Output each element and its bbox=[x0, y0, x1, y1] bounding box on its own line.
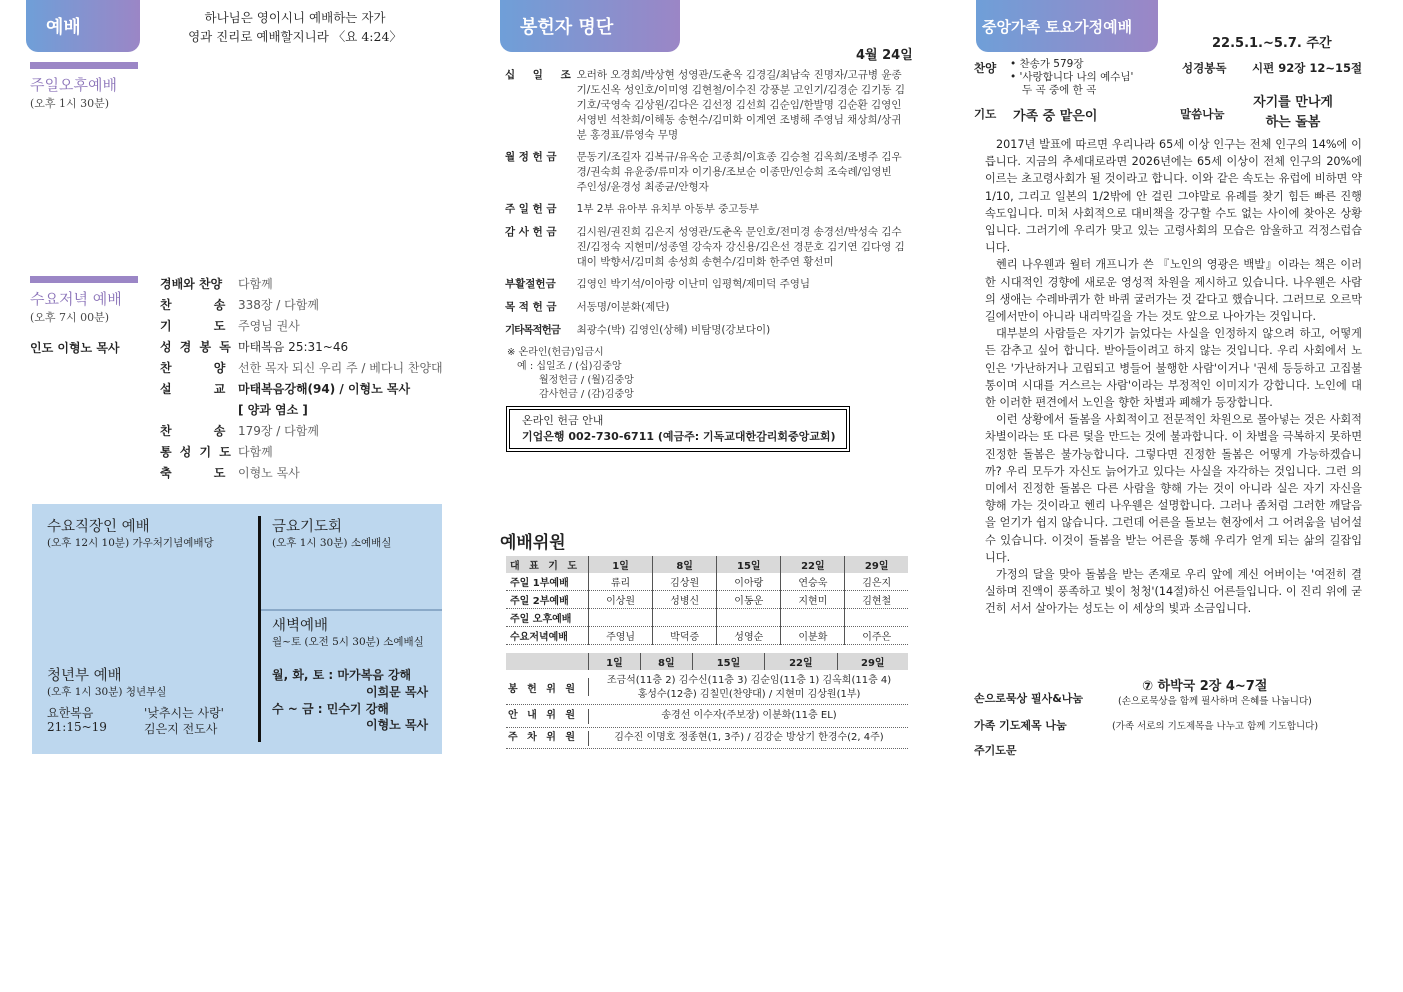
paragraph: 가정의 달을 맞아 돌봄을 받는 존재로 우리 앞에 계신 어버이는 '여전히 결실하며 진액이 풍족하고 빛이 청청'(14절)하신 어른들입니다. 이 진리 위에 굳건히 서서 살아가는 성도는 이 세상의 빛과 소금입니다. bbox=[985, 568, 1362, 616]
hymn-list bbox=[1010, 58, 1133, 97]
offering-names-2: 홍성수(12층) 김칠민(찬양대) / 지현미 김상원(1부) bbox=[637, 689, 861, 700]
scripture-label: 성경봉독 bbox=[1182, 61, 1227, 75]
donation-label: 부활절헌금 bbox=[505, 278, 556, 290]
dawn-line-2-preacher: 이형노 목사 bbox=[366, 718, 429, 732]
order-label: 설 교 bbox=[160, 382, 226, 396]
committee-table bbox=[506, 556, 908, 645]
order-value: 다함께 bbox=[238, 445, 273, 459]
order-row bbox=[160, 274, 273, 294]
message-label: 말씀나눔 bbox=[1180, 107, 1225, 121]
order-value: 선한 목자 되신 우리 주 / 베다니 찬양대 bbox=[238, 361, 443, 375]
online-giving-account: 기업은행 002-730-6711 (예금주: 기독교대한감리회중앙교회) bbox=[522, 430, 836, 443]
usher-sep bbox=[588, 709, 589, 724]
order-row bbox=[160, 316, 300, 336]
divider-bar bbox=[30, 276, 138, 283]
table-cell bbox=[781, 609, 845, 627]
donors-tab-label: 봉헌자 명단 bbox=[520, 17, 614, 38]
paragraph: 2017년 발표에 따르면 우리나라 65세 이상 인구는 전체 인구의 14%에 이릅니다. 지금의 추세대로라면 2026년에는 65세 이상이 전체 인구의 20%에 이르는 초고령사회가 될 것이라고 합니다. 이와 같은 속도는 유럽에 비하면 약 1/10, 그리고 일본의 1/2밖에 안 걸린 그야말로 유례를 찾기 힘든 빠른 진행 속도입니다. 미처 사회적으로 대비책을 강구할 수도 없는 사이에 찾아온 상황입니다. 그러기에 우리가 맞고 있는 고령사회의 모습은 암울하고 걱정스럽습니다. bbox=[985, 138, 1362, 255]
order-label: 통 성 기 도 bbox=[160, 445, 231, 459]
order-row bbox=[160, 400, 308, 420]
donation-names: 오러하 오경희/박상현 성영관/도춘옥 김경길/최남숙 진명자/고규병 윤종기/도신옥 성인호/이미영 김현철/이수진 강풍분 고인기/김경순 김기동 김기호/국영숙 김상원/김다은 김선정 김선희 김순임/한발명 김순환 김영인 서영빈 석찬희/이해동 송현수/김미화 이계연 조병해 주영님 채상희/상귀분 홍경표/류영숙 무명 bbox=[576, 69, 905, 141]
table-cell: 이주은 bbox=[845, 627, 908, 645]
order-label: 찬 양 bbox=[160, 361, 226, 375]
donation-names: 1부 2부 유아부 유치부 아동부 중고등부 bbox=[576, 203, 759, 215]
lords-prayer: 주기도문 bbox=[974, 744, 1017, 757]
youth-title: 청년부 예배 bbox=[47, 668, 122, 684]
parking-committee bbox=[506, 728, 908, 749]
youth-sermon: '낮추시는 사랑' bbox=[144, 706, 224, 720]
online-giving-inner bbox=[509, 409, 847, 449]
order-row bbox=[160, 358, 443, 378]
donation-row bbox=[505, 277, 905, 292]
prayer-value: 가족 중 맡은이 bbox=[1013, 109, 1098, 124]
hymn-text: 찬송가 579장 bbox=[1019, 58, 1084, 70]
table-cell: 박덕증 bbox=[653, 627, 717, 645]
date-header: 29일 bbox=[837, 653, 908, 670]
online-note-line: ※ 온라인(헌금)입금시 bbox=[507, 347, 604, 358]
donors-date: 4월 24일 bbox=[856, 48, 913, 63]
order-label: 찬 송 bbox=[160, 298, 226, 312]
hymn-label: 찬양 bbox=[974, 61, 997, 75]
donation-row bbox=[505, 68, 905, 143]
family-worship-tab-label: 중앙가족 토요가정예배 bbox=[982, 17, 1133, 36]
prayer-label: 기도 bbox=[974, 107, 997, 121]
table-cell: 김현철 bbox=[845, 591, 908, 609]
table-cell bbox=[717, 609, 781, 627]
row-label: 주일 오후예배 bbox=[506, 609, 589, 627]
order-row bbox=[160, 295, 319, 315]
donation-list bbox=[505, 68, 910, 348]
table-cell bbox=[589, 609, 653, 627]
date-header: 22일 bbox=[781, 556, 845, 573]
friday-time: (오후 1시 30분) 소예배실 bbox=[272, 537, 392, 549]
hymn-item: 두 곡 중에 한 곡 bbox=[1022, 84, 1097, 96]
donation-label: 기타목적헌금 bbox=[505, 324, 560, 336]
family-prayer-note: (가족 서로의 기도제목을 나누고 함께 기도합니다) bbox=[1112, 721, 1319, 732]
committee-title: 예배위원 bbox=[500, 533, 566, 553]
table-header-row bbox=[506, 556, 908, 573]
table-header-row bbox=[506, 653, 908, 670]
dawn-line-1-preacher: 이희문 목사 bbox=[366, 685, 429, 699]
table-cell: 류리 bbox=[589, 573, 653, 591]
table-cell: 이분화 bbox=[781, 627, 845, 645]
online-note-line: 감사헌금 / (감)김중앙 bbox=[539, 389, 634, 400]
donation-label: 주 일 헌 금 bbox=[505, 203, 557, 215]
box-hline bbox=[261, 609, 442, 611]
order-row bbox=[160, 442, 273, 462]
donation-names: 김영인 박기석/이아랑 이난미 임평혁/제미덕 주영님 bbox=[576, 278, 811, 290]
order-label: 성 경 봉 독 bbox=[160, 340, 231, 354]
paragraph: 헨리 나우웬과 월터 개프니가 쓴 『노인의 영광은 백발』이라는 책은 이러한 시대적인 경향에 새로운 영성적 차원을 제시하고 있습니다. 나우웬은 사람의 생애는 수레바퀴가 한 바퀴 굴러가는 것 같다고 했습니다. 그러므로 오르막길에서만이 아니라 내리막길을 가는 것도 앞으로 나아가는 것입니다. bbox=[985, 258, 1362, 324]
donation-row bbox=[505, 300, 905, 315]
donation-names: 문동기/조길자 김복규/유옥순 고종희/이효종 김승철 김옥희/조병주 김우경/권숙희 유윤중/류미자 이기용/조보순 이종만/인승희 조숙례/임영빈 주인성/윤경성 최종균/안형자 bbox=[576, 151, 902, 193]
offering-names-1: 조금석(11층 2) 김수신(11층 3) 김순임(11층 1) 김옥희(11층 4) bbox=[606, 675, 892, 686]
committee-table-2 bbox=[506, 653, 908, 670]
date-header: 8일 bbox=[640, 653, 692, 670]
donation-label: 목 적 헌 금 bbox=[505, 301, 557, 313]
worker-title: 수요직장인 예배 bbox=[47, 519, 150, 535]
week-period: 22.5.1.~5.7. 주간 bbox=[1212, 36, 1332, 51]
hymn-text: '사랑합니다 나의 예수님' bbox=[1019, 71, 1134, 83]
usher-label: 안 내 위 원 bbox=[508, 710, 576, 721]
table-cell: 주영님 bbox=[589, 627, 653, 645]
message-title bbox=[1248, 93, 1338, 133]
table-row bbox=[506, 591, 908, 609]
box-divider bbox=[258, 516, 261, 742]
youth-ref-verse: 21:15~19 bbox=[47, 720, 107, 734]
friday-title: 금요기도회 bbox=[272, 519, 343, 535]
online-note-line: 예 : 십일조 / (십)김중앙 bbox=[517, 361, 622, 372]
table-cell: 김은지 bbox=[845, 573, 908, 591]
message-title-line: 자기를 만나게 bbox=[1253, 95, 1333, 110]
donation-label: 월 정 헌 금 bbox=[505, 151, 557, 163]
order-row bbox=[160, 337, 348, 357]
donation-names: 김시원/권진희 김은지 성영관/도춘옥 문인호/전미경 송경선/박성숙 김수진/김정숙 지현미/성종열 강숙자 강신용/김은선 경문호 김기연 김다영 김대이 박향서/김미희 송성희 송현수/김미화 한주연 황선미 bbox=[576, 226, 905, 268]
table-header-label bbox=[506, 653, 589, 670]
table-cell: 김상원 bbox=[653, 573, 717, 591]
date-header: 22일 bbox=[765, 653, 837, 670]
online-giving-title: 온라인 헌금 안내 bbox=[522, 414, 604, 427]
wed-evening-title: 수요저녁 예배 bbox=[30, 290, 122, 308]
offering-committee bbox=[506, 672, 908, 705]
donation-row bbox=[505, 202, 905, 217]
table-cell: 연승욱 bbox=[781, 573, 845, 591]
divider-bar bbox=[30, 62, 138, 69]
wed-leader: 인도 이형노 목사 bbox=[30, 341, 120, 355]
table-row bbox=[506, 609, 908, 627]
verse-line-1: 하나님은 영이시니 예배하는 자가 bbox=[204, 10, 386, 25]
date-header: 15일 bbox=[717, 556, 781, 573]
offering-label: 봉 헌 위 원 bbox=[508, 684, 576, 695]
verse-line-2: 영과 진리로 예배할지니라 〈요 4:24〉 bbox=[188, 29, 402, 44]
hymn-item: • '사랑합니다 나의 예수님' bbox=[1010, 71, 1134, 83]
table-cell bbox=[845, 609, 908, 627]
worker-time: (오후 12시 10분) 가우처기념예배당 bbox=[47, 537, 214, 549]
header-verse bbox=[170, 8, 420, 46]
table-header-label: 대 표 기 도 bbox=[506, 556, 589, 573]
row-label: 주일 1부예배 bbox=[506, 573, 589, 591]
order-label: 기 도 bbox=[160, 319, 226, 333]
silent-note: (손으로묵상을 함께 필사하며 은혜를 나눕니다) bbox=[1118, 696, 1312, 707]
order-label: 경배와 찬양 bbox=[160, 277, 223, 291]
table-cell bbox=[653, 609, 717, 627]
date-header: 1일 bbox=[589, 653, 641, 670]
usher-committee bbox=[506, 706, 908, 728]
order-value: 마태복음강해(94) / 이형노 목사 bbox=[238, 382, 411, 396]
parking-sep bbox=[588, 731, 589, 746]
date-header: 29일 bbox=[845, 556, 908, 573]
online-note bbox=[507, 346, 634, 402]
dawn-time: 월~토 (오전 5시 30분) 소예배실 bbox=[272, 636, 424, 648]
family-worship-tab bbox=[976, 0, 1158, 52]
usher-names: 송경선 이수자(주보장) 이분화(11층 EL) bbox=[661, 710, 837, 721]
donation-names: 최광수(박) 김영인(상해) 비탐명(강보다이) bbox=[576, 324, 771, 336]
order-label: 축 도 bbox=[160, 466, 226, 480]
parking-label: 주 차 위 원 bbox=[508, 732, 576, 743]
online-note-line: 월정헌금 / (월)김중앙 bbox=[539, 375, 634, 386]
sunday-pm-title: 주일오후예배 bbox=[30, 76, 117, 94]
worship-tab-label: 예배 bbox=[46, 17, 81, 38]
worship-order bbox=[160, 274, 460, 484]
services-box bbox=[32, 504, 442, 754]
donation-row bbox=[505, 225, 905, 270]
sunday-pm-time: (오후 1시 30분) bbox=[30, 97, 110, 110]
order-value: 179장 / 다함께 bbox=[238, 424, 319, 438]
row-label: 수요저녁예배 bbox=[506, 627, 589, 645]
order-label bbox=[160, 400, 238, 420]
wed-evening-time: (오후 7시 00분) bbox=[30, 311, 110, 324]
order-value: 다함께 bbox=[238, 277, 273, 291]
youth-time: (오후 1시 30분) 청년부실 bbox=[47, 686, 167, 698]
order-row bbox=[160, 421, 319, 441]
online-giving-box bbox=[506, 406, 850, 452]
dawn-title: 새벽예배 bbox=[272, 618, 329, 634]
silent-label: 손으로묵상 필사&나눔 bbox=[974, 692, 1084, 705]
table-cell: 성영순 bbox=[717, 627, 781, 645]
worship-tab bbox=[26, 0, 140, 52]
donation-label: 십 일 조 bbox=[505, 69, 571, 81]
youth-ref: 요한복음 bbox=[47, 706, 94, 720]
order-row bbox=[160, 463, 300, 483]
order-label: 찬 송 bbox=[160, 424, 226, 438]
hymn-item: • 찬송가 579장 bbox=[1010, 58, 1084, 70]
table-cell: 지현미 bbox=[781, 591, 845, 609]
order-value: 338장 / 다함께 bbox=[238, 298, 319, 312]
order-value: 마태복음 25:31~46 bbox=[238, 340, 349, 354]
donation-names: 서동명/이분화(제단) bbox=[576, 301, 670, 313]
donation-label: 감 사 헌 금 bbox=[505, 226, 557, 238]
order-value: 이형노 목사 bbox=[238, 466, 300, 480]
date-header: 1일 bbox=[589, 556, 653, 573]
order-row bbox=[160, 379, 410, 399]
dawn-line-2: 수 ~ 금 : 민수기 강해 bbox=[272, 702, 389, 716]
donation-row bbox=[505, 323, 905, 338]
message-title-line: 하는 돌봄 bbox=[1265, 115, 1321, 130]
table-cell: 성병신 bbox=[653, 591, 717, 609]
table-row bbox=[506, 573, 908, 591]
paragraph: 대부분의 사람들은 자기가 늙었다는 사실을 인정하지 않으려 하고, 어떻게든 감추고 싶어 합니다. 받아들이려고 하지 않는 것입니다. 우리 사회에서 노인은 '가난하거나 고립되고 병들어 불행한 사람'이거나 '권세 등등하고 고집불통이며 시대를 거스르는 사람'이라는 부정적인 이미지가 강합니다. 노인에 대한 이러한 편견에서 노인을 향한 차별과 폐해가 등장합니다. bbox=[985, 327, 1362, 410]
table-row bbox=[506, 627, 908, 645]
devotional-text bbox=[985, 136, 1362, 618]
family-prayer-label: 가족 기도제목 나눔 bbox=[974, 719, 1067, 732]
order-value: 주영님 권사 bbox=[238, 319, 300, 333]
parking-names: 김수진 이명호 정종현(1, 3주) / 김강순 방상기 한경수(2, 4주) bbox=[614, 732, 884, 743]
table-cell: 이상원 bbox=[589, 591, 653, 609]
dawn-line-1: 월, 화, 토 : 마가복음 강해 bbox=[272, 668, 412, 682]
silent-verse: ⑦ 하박국 2장 4~7절 bbox=[1142, 679, 1268, 694]
table-cell: 이동운 bbox=[717, 591, 781, 609]
row-label: 주일 2부예배 bbox=[506, 591, 589, 609]
offering-sep bbox=[588, 678, 589, 696]
table-cell: 이아랑 bbox=[717, 573, 781, 591]
date-header: 8일 bbox=[653, 556, 717, 573]
scripture-ref: 시편 92장 12~15절 bbox=[1252, 61, 1363, 75]
youth-preacher: 김은지 전도사 bbox=[144, 722, 218, 736]
donors-tab bbox=[500, 0, 680, 52]
donation-row bbox=[505, 150, 905, 195]
paragraph: 이런 상황에서 돌봄을 사회적이고 전문적인 차원으로 몰아넣는 것은 사회적 차별이라는 또 다른 덫을 만드는 것에 불과합니다. 이 차별을 극복하지 못하면 진정한 돌봄은 불가능합니다. 그렇다면 진정한 돌봄은 어떻게 가능하겠습니까? 우리 모두가 자신도 늙어가고 있다는 사실을 자각하는 것입니다. 그런 의미에서 진정한 돌봄은 다른 사람을 향해 가는 것이 아니라 실은 자기 자신을 향해 가는 것이라고 헨리 나우웬은 설명합니다. 그러나 좀처럼 그러한 깨달음을 얻기가 쉽지 않습니다. 그런데 어른을 돌보는 현장에서 그 어려움을 넘어설 수 있습니다. 이것이 돌봄을 받는 어른을 통해 우리가 얻게 되는 삶의 길잡입니다. bbox=[985, 413, 1362, 564]
date-header: 15일 bbox=[692, 653, 764, 670]
sermon-title: [ 양과 염소 ] bbox=[238, 403, 308, 417]
